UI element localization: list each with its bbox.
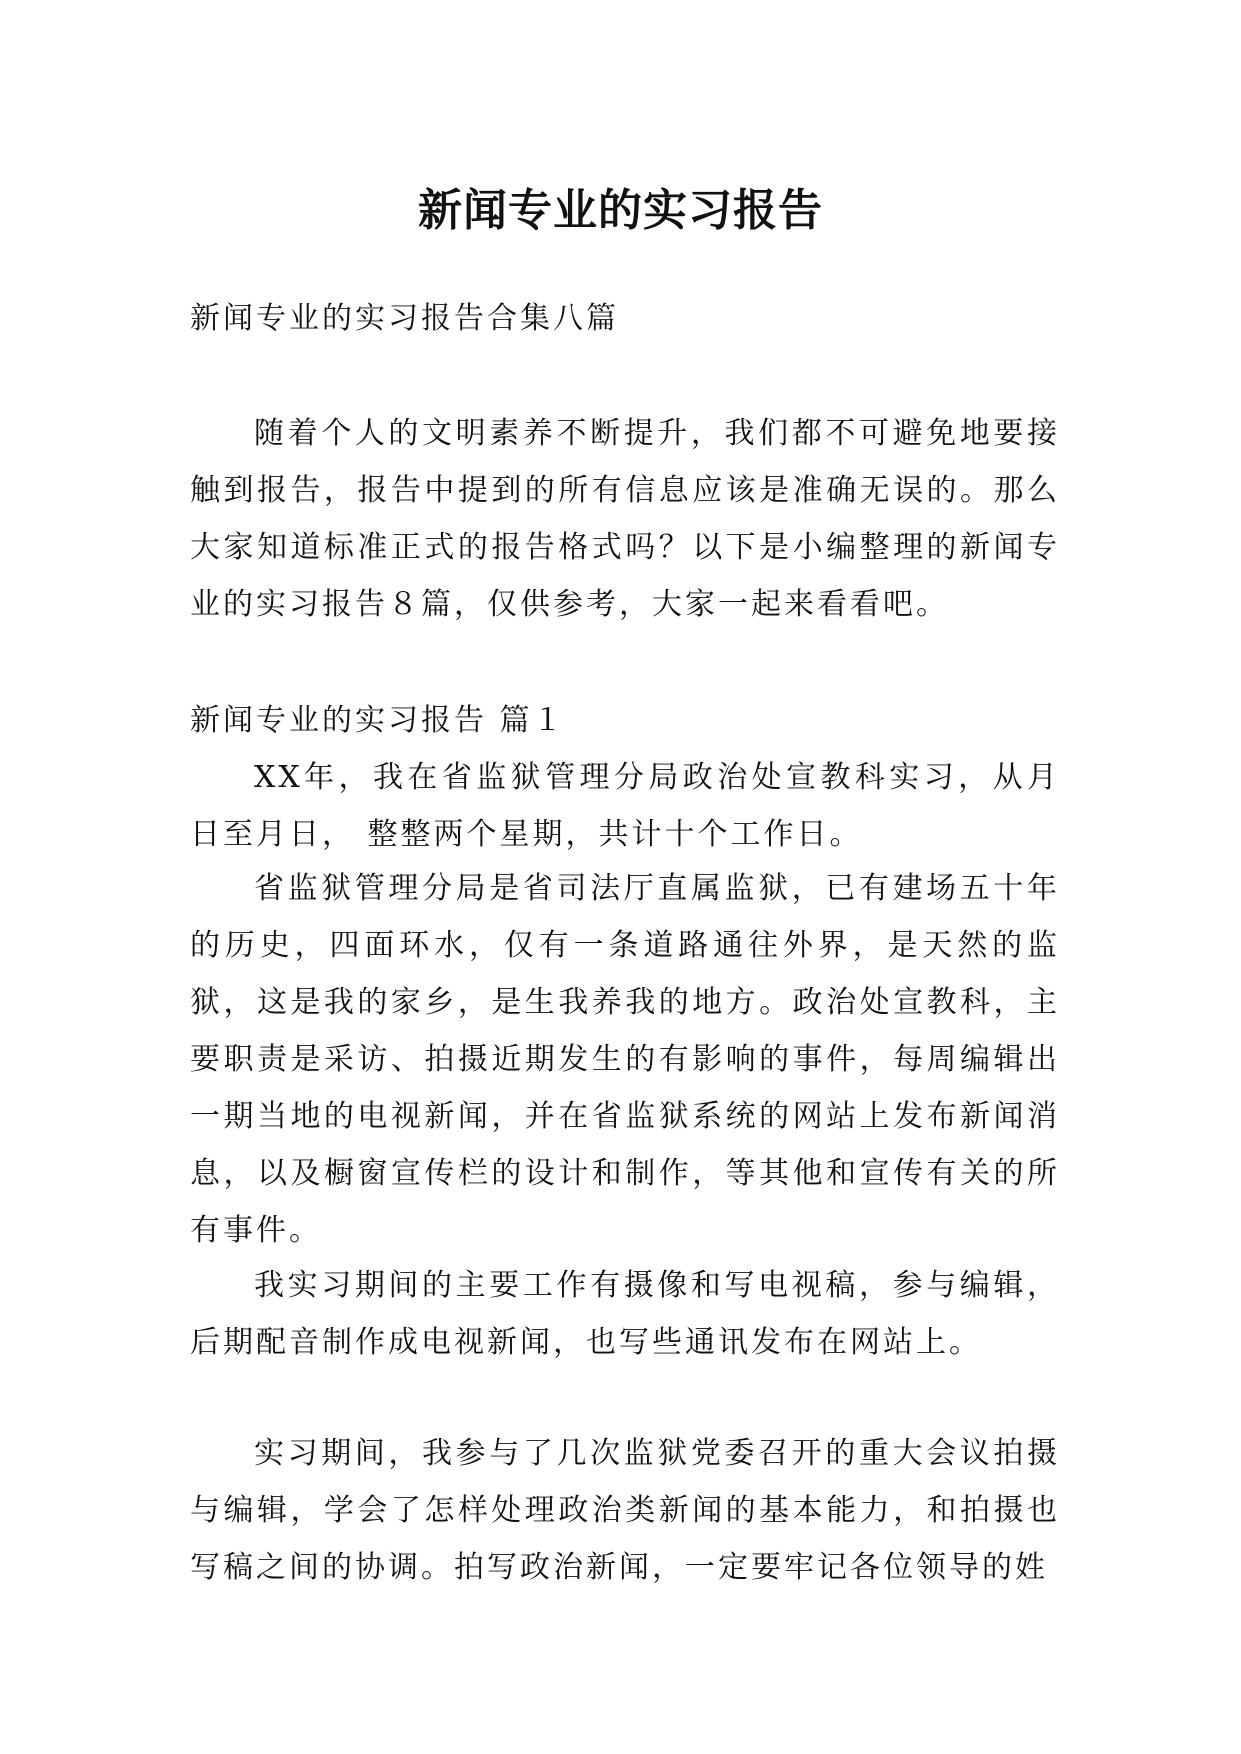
body-paragraph-3: 我实习期间的主要工作有摄像和写电视稿，参与编辑，后期配音制作成电视新闻，也写些通讯发布在网站上。 xyxy=(190,1268,1060,1360)
page-title: 新闻专业的实习报告 xyxy=(418,185,823,237)
body-paragraph-2: 省监狱管理分局是省司法厅直属监狱，已有建场五十年的历史，四面环水，仅有一条道路通往外界，是天然的监狱，这是我的家乡，是生我养我的地方。政治处宣教科，主要职责是采访、拍摄近期发生的有影响的事件，每周编辑出一期当地的电视新闻，并在省监狱系统的网站上发布新闻消息，以及橱窗宣传栏的设计和制作，等其他和宣传有关的所有事件。 xyxy=(190,871,1060,1248)
document-subtitle: 新闻专业的实习报告合集八篇 xyxy=(190,301,619,336)
body-paragraph-1: XX年，我在省监狱管理分局政治处宣教科实习，从月日至月日， 整整两个星期，共计十个工作日。 xyxy=(190,760,1060,852)
body-paragraph-4: 实习期间，我参与了几次监狱党委召开的重大会议拍摄与编辑，学会了怎样处理政治类新闻的基本能力，和拍摄也写稿之间的协调。拍写政治新闻，一定要牢记各位领导的姓 xyxy=(190,1436,1060,1585)
section-heading: 新闻专业的实习报告 篇１ xyxy=(190,703,566,738)
intro-paragraph: 随着个人的文明素养不断提升，我们都不可避免地要接触到报告，报告中提到的所有信息应该是准确无误的。那么大家知道标准正式的报告格式吗？以下是小编整理的新闻专业的实习报告８篇，仅供参考，大家一起来看看吧。 xyxy=(190,416,1060,622)
